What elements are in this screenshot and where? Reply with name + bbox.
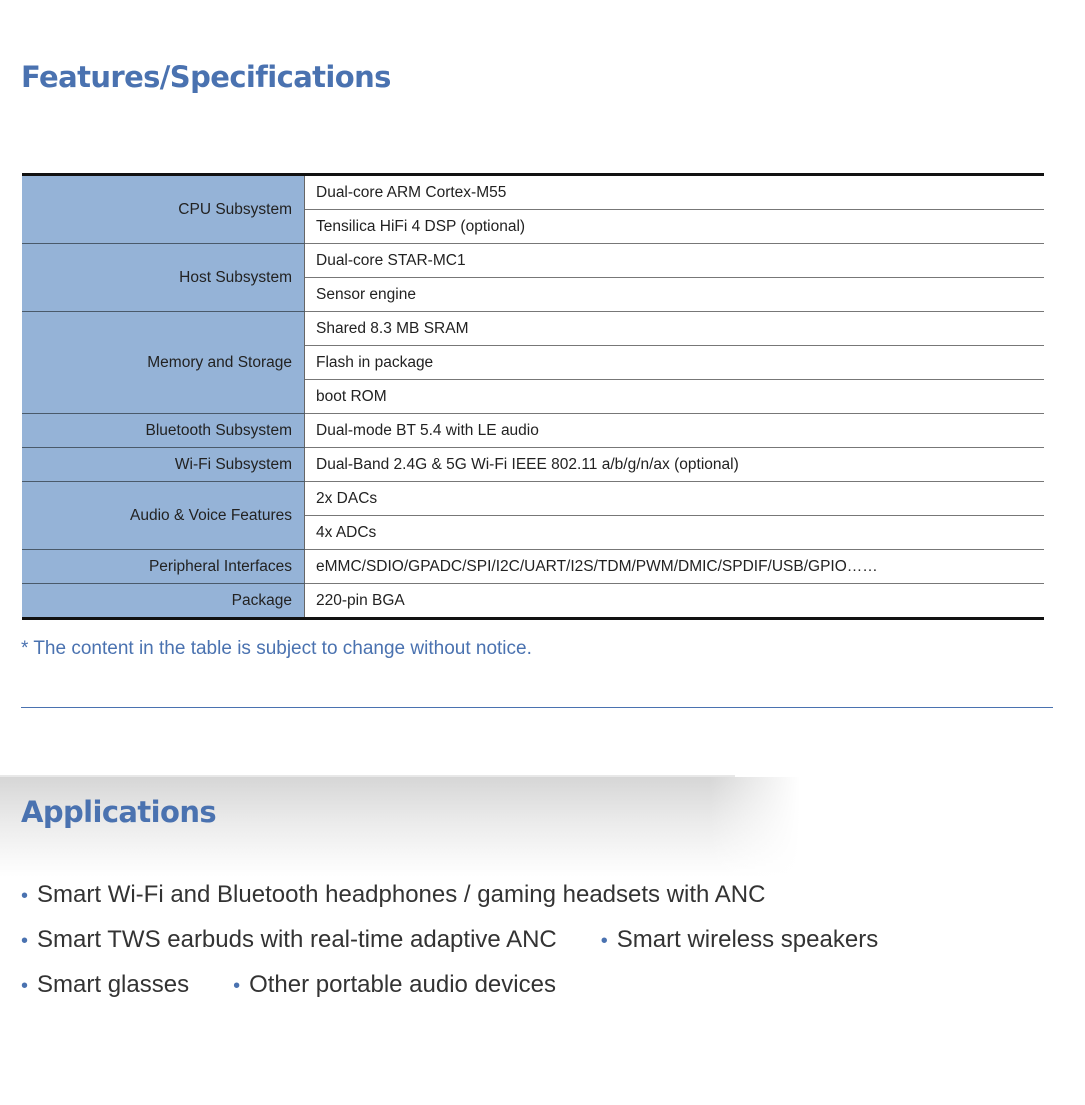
spec-value: eMMC/SDIO/GPADC/SPI/I2C/UART/I2S/TDM/PWM/DMIC/SPDIF/USB/GPIO……	[305, 550, 1045, 584]
application-item: • Other portable audio devices	[233, 971, 556, 998]
bullet-icon: •	[21, 930, 29, 952]
spec-category: CPU Subsystem	[22, 175, 305, 244]
spec-value: Shared 8.3 MB SRAM	[305, 312, 1045, 346]
spec-row	[22, 312, 1044, 346]
spec-value: 2x DACs	[305, 482, 1045, 516]
table-note: * The content in the table is subject to change without notice.	[21, 638, 532, 659]
bullet-icon: •	[600, 930, 608, 952]
spec-row	[22, 584, 1044, 619]
spec-value: 4x ADCs	[305, 516, 1045, 550]
spec-row	[22, 482, 1044, 516]
spec-value: Sensor engine	[305, 278, 1045, 312]
applications-line	[21, 926, 878, 954]
spec-value: boot ROM	[305, 380, 1045, 414]
bullet-icon: •	[233, 975, 241, 997]
application-item: • Smart TWS earbuds with real-time adaptive ANC	[21, 926, 557, 953]
spec-category: Memory and Storage	[22, 312, 305, 414]
applications-title: Applications	[21, 795, 217, 829]
spec-row	[22, 550, 1044, 584]
application-item: • Smart glasses	[21, 971, 190, 998]
applications-line	[21, 971, 556, 999]
spec-category: Bluetooth Subsystem	[22, 414, 305, 448]
applications-line	[21, 881, 765, 909]
spec-row	[22, 244, 1044, 278]
section-divider	[21, 707, 1053, 708]
spec-value: 220-pin BGA	[305, 584, 1045, 619]
features-title: Features/Specifications	[21, 60, 391, 94]
spec-row	[22, 448, 1044, 482]
spec-value: Dual-Band 2.4G & 5G Wi-Fi IEEE 802.11 a/b/g/n/ax (optional)	[305, 448, 1045, 482]
spec-category: Host Subsystem	[22, 244, 305, 312]
spec-category: Peripheral Interfaces	[22, 550, 305, 584]
spec-value: Dual-core STAR-MC1	[305, 244, 1045, 278]
spec-category: Package	[22, 584, 305, 619]
bullet-icon: •	[21, 885, 29, 907]
spec-category: Wi-Fi Subsystem	[22, 448, 305, 482]
spec-value: Tensilica HiFi 4 DSP (optional)	[305, 210, 1045, 244]
spec-category: Audio & Voice Features	[22, 482, 305, 550]
spec-table	[22, 173, 1044, 620]
bullet-icon: •	[21, 975, 29, 997]
spec-value: Flash in package	[305, 346, 1045, 380]
spec-value: Dual-core ARM Cortex-M55	[305, 175, 1045, 210]
application-item: • Smart Wi-Fi and Bluetooth headphones / gaming headsets with ANC	[21, 881, 766, 908]
spec-value: Dual-mode BT 5.4 with LE audio	[305, 414, 1045, 448]
spec-row	[22, 414, 1044, 448]
application-item: • Smart wireless speakers	[600, 926, 879, 953]
spec-row	[22, 175, 1044, 210]
